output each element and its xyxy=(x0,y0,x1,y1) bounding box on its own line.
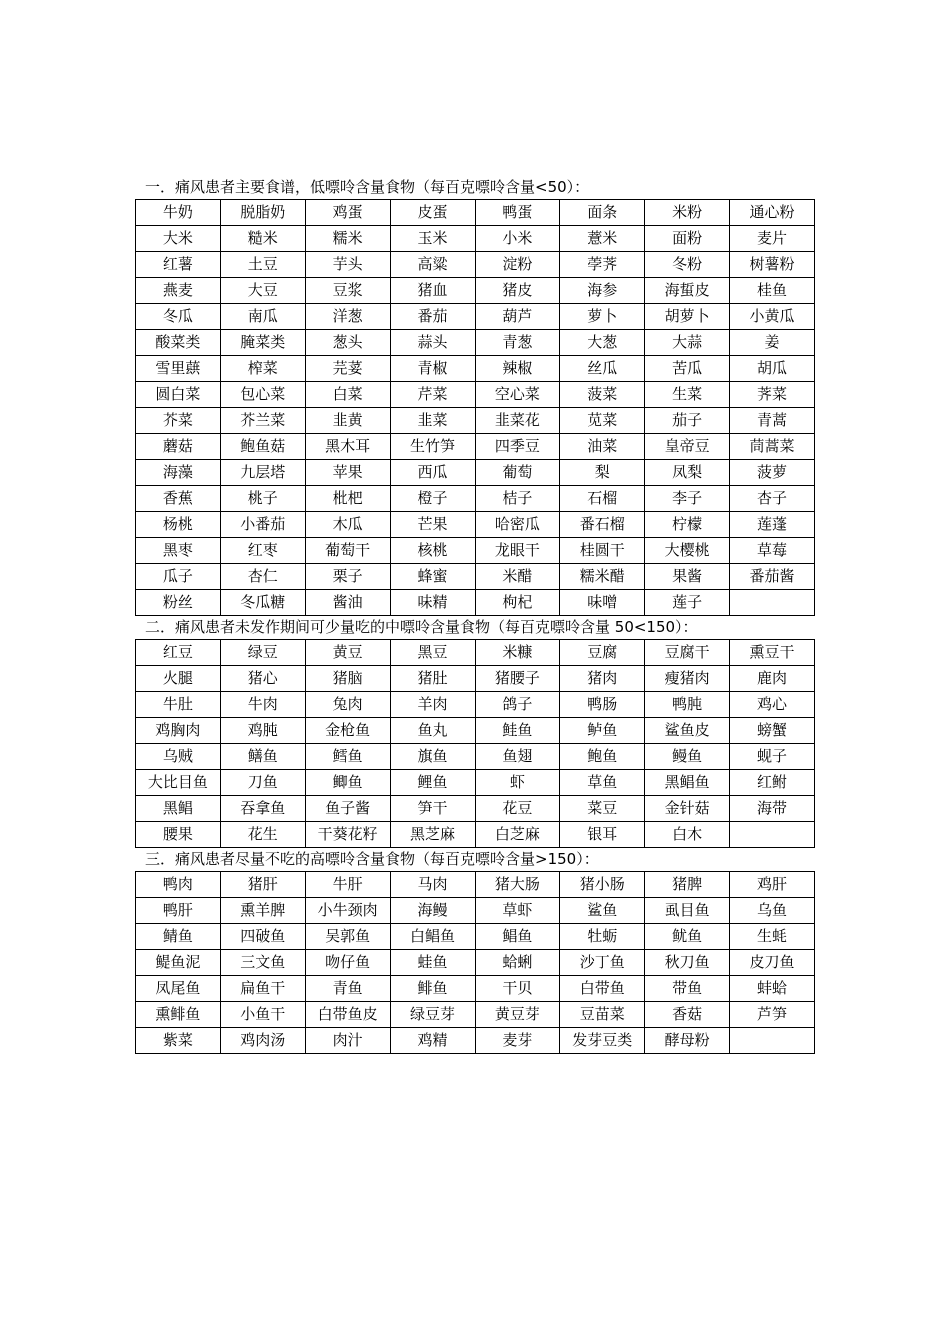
table-cell: 鲍鱼 xyxy=(560,744,645,770)
table-cell: 腌菜类 xyxy=(220,330,305,356)
table-cell: 蒜头 xyxy=(390,330,475,356)
table-cell: 虱目鱼 xyxy=(645,898,730,924)
table-cell: 鸭肝 xyxy=(136,898,221,924)
table-cell: 白带鱼皮 xyxy=(305,1002,390,1028)
table-cell: 金针菇 xyxy=(645,796,730,822)
table-cell: 西瓜 xyxy=(390,460,475,486)
table-cell: 蜂蜜 xyxy=(390,564,475,590)
table-cell: 发芽豆类 xyxy=(560,1028,645,1054)
table-cell: 猪肝 xyxy=(220,872,305,898)
table-cell: 鸡肉汤 xyxy=(220,1028,305,1054)
table-cell: 熏鲱鱼 xyxy=(136,1002,221,1028)
table-row xyxy=(136,640,815,666)
table-cell: 白带鱼 xyxy=(560,976,645,1002)
table-cell: 花生 xyxy=(220,822,305,848)
table-cell: 青蒿 xyxy=(730,408,815,434)
table-cell: 瓜子 xyxy=(136,564,221,590)
table-row xyxy=(136,486,815,512)
table-cell: 哈密瓜 xyxy=(475,512,560,538)
table-cell: 银耳 xyxy=(560,822,645,848)
table-cell: 牛肚 xyxy=(136,692,221,718)
document-body xyxy=(135,176,815,1054)
table-cell: 旗鱼 xyxy=(390,744,475,770)
table-cell: 芒果 xyxy=(390,512,475,538)
table-row xyxy=(136,434,815,460)
table-row xyxy=(136,590,815,616)
table-cell: 冬瓜 xyxy=(136,304,221,330)
table-row xyxy=(136,718,815,744)
table-cell: 芹菜 xyxy=(390,382,475,408)
table-cell: 鲈鱼 xyxy=(560,718,645,744)
table-row xyxy=(136,278,815,304)
table-cell: 胡瓜 xyxy=(730,356,815,382)
table-cell: 羊肉 xyxy=(390,692,475,718)
table-cell: 米粉 xyxy=(645,200,730,226)
table-cell: 大米 xyxy=(136,226,221,252)
table-cell: 皮蛋 xyxy=(390,200,475,226)
table-cell: 草莓 xyxy=(730,538,815,564)
table-cell: 鸭蛋 xyxy=(475,200,560,226)
table-cell: 桔子 xyxy=(475,486,560,512)
table-cell: 红豆 xyxy=(136,640,221,666)
table-cell: 苋菜 xyxy=(560,408,645,434)
table-cell: 鸭肉 xyxy=(136,872,221,898)
table-cell: 吻仔鱼 xyxy=(305,950,390,976)
table-cell: 南瓜 xyxy=(220,304,305,330)
table-cell: 海参 xyxy=(560,278,645,304)
table-cell: 红薯 xyxy=(136,252,221,278)
table-cell: 荠菜 xyxy=(730,382,815,408)
table-cell: 丝瓜 xyxy=(560,356,645,382)
table-cell: 四季豆 xyxy=(475,434,560,460)
table-cell: 酸菜类 xyxy=(136,330,221,356)
table-cell: 薏米 xyxy=(560,226,645,252)
table-cell: 火腿 xyxy=(136,666,221,692)
table-cell: 鹿肉 xyxy=(730,666,815,692)
table-cell: 鲱鱼 xyxy=(390,976,475,1002)
table-cell: 鱼子酱 xyxy=(305,796,390,822)
table-cell xyxy=(730,590,815,616)
table-cell: 猪心 xyxy=(220,666,305,692)
table-cell: 猪腰子 xyxy=(475,666,560,692)
table-row xyxy=(136,382,815,408)
table-row xyxy=(136,252,815,278)
table-cell: 红鲋 xyxy=(730,770,815,796)
section-heading: 一．痛风患者主要食谱，低嘌呤含量食物（每百克嘌呤含量<50）： xyxy=(145,178,590,196)
table-row xyxy=(136,304,815,330)
table-cell: 虾 xyxy=(475,770,560,796)
table-cell: 龙眼干 xyxy=(475,538,560,564)
table-cell: 芫荽 xyxy=(305,356,390,382)
table-cell: 草鱼 xyxy=(560,770,645,796)
table-cell: 熏豆干 xyxy=(730,640,815,666)
table-cell: 鲍鱼菇 xyxy=(220,434,305,460)
table-cell: 鸡心 xyxy=(730,692,815,718)
table-cell: 番茄酱 xyxy=(730,564,815,590)
table-cell: 黑木耳 xyxy=(305,434,390,460)
table-cell: 青椒 xyxy=(390,356,475,382)
table-cell: 生蚝 xyxy=(730,924,815,950)
table-cell: 黄豆 xyxy=(305,640,390,666)
table-cell: 桂圆干 xyxy=(560,538,645,564)
table-cell: 扁鱼干 xyxy=(220,976,305,1002)
table-cell: 酱油 xyxy=(305,590,390,616)
table-cell: 香蕉 xyxy=(136,486,221,512)
table-cell: 鸡肝 xyxy=(730,872,815,898)
table-cell: 梨 xyxy=(560,460,645,486)
table-cell: 兔肉 xyxy=(305,692,390,718)
table-cell: 吴郭鱼 xyxy=(305,924,390,950)
table-cell: 橙子 xyxy=(390,486,475,512)
table-cell: 小鱼干 xyxy=(220,1002,305,1028)
table-row xyxy=(136,1028,815,1054)
table-cell: 榨菜 xyxy=(220,356,305,382)
table-cell: 白鲳鱼 xyxy=(390,924,475,950)
table-cell: 猪脾 xyxy=(645,872,730,898)
table-cell: 鲤鱼 xyxy=(390,770,475,796)
table-row xyxy=(136,226,815,252)
food-table xyxy=(135,871,815,1054)
table-cell: 鸡肫 xyxy=(220,718,305,744)
table-cell: 栗子 xyxy=(305,564,390,590)
table-cell: 鸡精 xyxy=(390,1028,475,1054)
table-cell: 韭菜 xyxy=(390,408,475,434)
table-row xyxy=(136,950,815,976)
table-cell: 柠檬 xyxy=(645,512,730,538)
table-cell: 牛肉 xyxy=(220,692,305,718)
table-cell: 粉丝 xyxy=(136,590,221,616)
table-cell: 香菇 xyxy=(645,1002,730,1028)
table-row xyxy=(136,770,815,796)
table-cell: 鲨鱼 xyxy=(560,898,645,924)
food-table xyxy=(135,639,815,848)
table-cell: 石榴 xyxy=(560,486,645,512)
table-cell: 黑芝麻 xyxy=(390,822,475,848)
table-cell: 猪脑 xyxy=(305,666,390,692)
table-cell: 冬瓜糖 xyxy=(220,590,305,616)
table-cell: 青鱼 xyxy=(305,976,390,1002)
table-row xyxy=(136,460,815,486)
table-cell: 绿豆 xyxy=(220,640,305,666)
table-cell: 菠菜 xyxy=(560,382,645,408)
table-cell: 螃蟹 xyxy=(730,718,815,744)
table-row xyxy=(136,898,815,924)
table-cell: 味噌 xyxy=(560,590,645,616)
table-cell: 牡蛎 xyxy=(560,924,645,950)
table-cell: 豆腐 xyxy=(560,640,645,666)
table-cell: 芥兰菜 xyxy=(220,408,305,434)
table-cell: 树薯粉 xyxy=(730,252,815,278)
table-cell: 糙米 xyxy=(220,226,305,252)
table-cell: 肉汁 xyxy=(305,1028,390,1054)
table-cell: 红枣 xyxy=(220,538,305,564)
table-cell: 紫菜 xyxy=(136,1028,221,1054)
table-cell: 蚬子 xyxy=(730,744,815,770)
table-cell: 麦片 xyxy=(730,226,815,252)
table-cell: 芋头 xyxy=(305,252,390,278)
table-cell: 桂鱼 xyxy=(730,278,815,304)
table-cell: 莲蓬 xyxy=(730,512,815,538)
table-cell: 高粱 xyxy=(390,252,475,278)
table-row xyxy=(136,512,815,538)
table-cell: 蛤蜊 xyxy=(475,950,560,976)
table-cell: 荸荠 xyxy=(560,252,645,278)
table-cell: 苦瓜 xyxy=(645,356,730,382)
table-cell: 酵母粉 xyxy=(645,1028,730,1054)
table-cell: 淀粉 xyxy=(475,252,560,278)
table-cell: 鸡胸肉 xyxy=(136,718,221,744)
table-cell: 小牛颈肉 xyxy=(305,898,390,924)
table-row xyxy=(136,872,815,898)
table-cell: 糯米醋 xyxy=(560,564,645,590)
table-cell: 黑豆 xyxy=(390,640,475,666)
table-cell: 鳗鱼 xyxy=(645,744,730,770)
table-cell: 猪血 xyxy=(390,278,475,304)
table-cell: 吞拿鱼 xyxy=(220,796,305,822)
table-cell: 白芝麻 xyxy=(475,822,560,848)
table-cell: 鳀鱼泥 xyxy=(136,950,221,976)
table-cell: 鸭肫 xyxy=(645,692,730,718)
section-heading: 二．痛风患者未发作期间可少量吃的中嘌呤含量食物（每百克嘌呤含量 50<150）： xyxy=(145,618,698,636)
table-cell: 圆白菜 xyxy=(136,382,221,408)
table-cell: 刀鱼 xyxy=(220,770,305,796)
table-cell: 面粉 xyxy=(645,226,730,252)
table-cell: 沙丁鱼 xyxy=(560,950,645,976)
table-cell: 黑鲳 xyxy=(136,796,221,822)
table-cell: 笋干 xyxy=(390,796,475,822)
table-cell: 洋葱 xyxy=(305,304,390,330)
table-cell: 木瓜 xyxy=(305,512,390,538)
table-cell xyxy=(730,1028,815,1054)
table-cell: 大樱桃 xyxy=(645,538,730,564)
table-cell: 胡萝卜 xyxy=(645,304,730,330)
table-cell: 牛奶 xyxy=(136,200,221,226)
table-cell: 花豆 xyxy=(475,796,560,822)
table-cell: 茼蒿菜 xyxy=(730,434,815,460)
table-cell xyxy=(730,822,815,848)
table-cell: 猪皮 xyxy=(475,278,560,304)
table-cell: 鳕鱼 xyxy=(305,744,390,770)
table-cell: 带鱼 xyxy=(645,976,730,1002)
table-row xyxy=(136,924,815,950)
table-row xyxy=(136,744,815,770)
table-cell: 菜豆 xyxy=(560,796,645,822)
table-cell: 鳝鱼 xyxy=(220,744,305,770)
table-cell: 杏仁 xyxy=(220,564,305,590)
table-cell: 豆腐干 xyxy=(645,640,730,666)
table-cell: 姜 xyxy=(730,330,815,356)
table-cell: 大比目鱼 xyxy=(136,770,221,796)
table-cell: 味精 xyxy=(390,590,475,616)
table-cell: 鲳鱼 xyxy=(475,924,560,950)
table-cell: 鲭鱼 xyxy=(136,924,221,950)
table-cell: 凤梨 xyxy=(645,460,730,486)
table-cell: 桃子 xyxy=(220,486,305,512)
table-cell: 核桃 xyxy=(390,538,475,564)
table-cell: 海带 xyxy=(730,796,815,822)
table-cell: 雪里蕻 xyxy=(136,356,221,382)
table-cell: 韭菜花 xyxy=(475,408,560,434)
table-cell: 麦芽 xyxy=(475,1028,560,1054)
table-cell: 米醋 xyxy=(475,564,560,590)
table-row xyxy=(136,330,815,356)
table-cell: 枇杷 xyxy=(305,486,390,512)
table-cell: 芦笋 xyxy=(730,1002,815,1028)
table-cell: 土豆 xyxy=(220,252,305,278)
table-cell: 包心菜 xyxy=(220,382,305,408)
table-cell: 白菜 xyxy=(305,382,390,408)
table-cell: 干葵花籽 xyxy=(305,822,390,848)
table-cell: 小番茄 xyxy=(220,512,305,538)
table-cell: 苹果 xyxy=(305,460,390,486)
table-row xyxy=(136,976,815,1002)
table-cell: 黑鲳鱼 xyxy=(645,770,730,796)
table-cell: 皇帝豆 xyxy=(645,434,730,460)
table-cell: 玉米 xyxy=(390,226,475,252)
table-cell: 脱脂奶 xyxy=(220,200,305,226)
table-cell: 青葱 xyxy=(475,330,560,356)
table-cell: 黄豆芽 xyxy=(475,1002,560,1028)
table-cell: 瘦猪肉 xyxy=(645,666,730,692)
table-cell: 金枪鱼 xyxy=(305,718,390,744)
table-cell: 莲子 xyxy=(645,590,730,616)
table-cell: 海鳗 xyxy=(390,898,475,924)
table-cell: 李子 xyxy=(645,486,730,512)
table-row xyxy=(136,408,815,434)
table-cell: 果酱 xyxy=(645,564,730,590)
table-cell: 大葱 xyxy=(560,330,645,356)
table-cell: 冬粉 xyxy=(645,252,730,278)
table-row xyxy=(136,200,815,226)
table-cell: 油菜 xyxy=(560,434,645,460)
table-cell: 葡萄 xyxy=(475,460,560,486)
table-cell: 鱿鱼 xyxy=(645,924,730,950)
table-cell: 蚌蛤 xyxy=(730,976,815,1002)
table-cell: 九层塔 xyxy=(220,460,305,486)
table-cell: 三文鱼 xyxy=(220,950,305,976)
table-cell: 牛肝 xyxy=(305,872,390,898)
table-cell: 番石榴 xyxy=(560,512,645,538)
table-cell: 通心粉 xyxy=(730,200,815,226)
table-cell: 鸡蛋 xyxy=(305,200,390,226)
table-cell: 鱼翅 xyxy=(475,744,560,770)
table-row xyxy=(136,1002,815,1028)
table-cell: 糯米 xyxy=(305,226,390,252)
table-cell: 四破鱼 xyxy=(220,924,305,950)
table-row xyxy=(136,822,815,848)
table-cell: 枸杞 xyxy=(475,590,560,616)
table-row xyxy=(136,692,815,718)
table-cell: 草虾 xyxy=(475,898,560,924)
table-cell: 鲫鱼 xyxy=(305,770,390,796)
table-cell: 番茄 xyxy=(390,304,475,330)
table-cell: 小米 xyxy=(475,226,560,252)
table-cell: 皮刀鱼 xyxy=(730,950,815,976)
table-cell: 小黄瓜 xyxy=(730,304,815,330)
table-cell: 萝卜 xyxy=(560,304,645,330)
table-cell: 葫芦 xyxy=(475,304,560,330)
table-cell: 猪肚 xyxy=(390,666,475,692)
table-cell: 马肉 xyxy=(390,872,475,898)
table-cell: 猪肉 xyxy=(560,666,645,692)
table-cell: 韭黄 xyxy=(305,408,390,434)
table-cell: 鸭肠 xyxy=(560,692,645,718)
table-cell: 豆浆 xyxy=(305,278,390,304)
table-cell: 腰果 xyxy=(136,822,221,848)
table-cell: 杨桃 xyxy=(136,512,221,538)
table-cell: 葱头 xyxy=(305,330,390,356)
table-cell: 蛙鱼 xyxy=(390,950,475,976)
table-cell: 鸽子 xyxy=(475,692,560,718)
table-cell: 大豆 xyxy=(220,278,305,304)
table-cell: 秋刀鱼 xyxy=(645,950,730,976)
table-cell: 海蜇皮 xyxy=(645,278,730,304)
table-cell: 蘑菇 xyxy=(136,434,221,460)
table-cell: 米糠 xyxy=(475,640,560,666)
table-cell: 豆苗菜 xyxy=(560,1002,645,1028)
table-cell: 菠萝 xyxy=(730,460,815,486)
table-cell: 辣椒 xyxy=(475,356,560,382)
table-cell: 猪小肠 xyxy=(560,872,645,898)
table-cell: 熏羊脾 xyxy=(220,898,305,924)
table-cell: 面条 xyxy=(560,200,645,226)
table-row xyxy=(136,666,815,692)
table-cell: 乌贼 xyxy=(136,744,221,770)
table-cell: 鲨鱼皮 xyxy=(645,718,730,744)
table-cell: 茄子 xyxy=(645,408,730,434)
table-cell: 白木 xyxy=(645,822,730,848)
table-cell: 大蒜 xyxy=(645,330,730,356)
table-cell: 燕麦 xyxy=(136,278,221,304)
table-cell: 芥菜 xyxy=(136,408,221,434)
table-row xyxy=(136,356,815,382)
table-cell: 黑枣 xyxy=(136,538,221,564)
section-heading: 三．痛风患者尽量不吃的高嘌呤含量食物（每百克嘌呤含量>150）： xyxy=(145,850,599,868)
table-cell: 乌鱼 xyxy=(730,898,815,924)
table-cell: 鱼丸 xyxy=(390,718,475,744)
table-cell: 干贝 xyxy=(475,976,560,1002)
food-table xyxy=(135,199,815,616)
table-cell: 空心菜 xyxy=(475,382,560,408)
table-cell: 绿豆芽 xyxy=(390,1002,475,1028)
table-cell: 杏子 xyxy=(730,486,815,512)
table-cell: 凤尾鱼 xyxy=(136,976,221,1002)
table-row xyxy=(136,538,815,564)
table-cell: 猪大肠 xyxy=(475,872,560,898)
table-cell: 生竹笋 xyxy=(390,434,475,460)
table-cell: 葡萄干 xyxy=(305,538,390,564)
table-cell: 生菜 xyxy=(645,382,730,408)
table-cell: 海藻 xyxy=(136,460,221,486)
table-row xyxy=(136,564,815,590)
table-row xyxy=(136,796,815,822)
table-cell: 鲑鱼 xyxy=(475,718,560,744)
